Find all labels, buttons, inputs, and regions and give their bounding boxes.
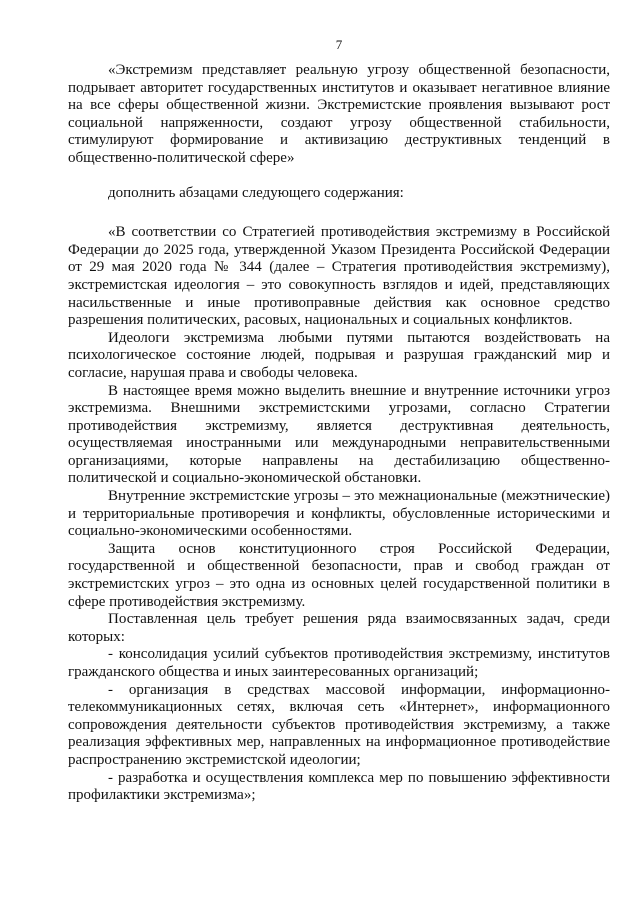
list-item-prevention-measures: - разработка и осуществления комплекса мер по повышению эффективности профилактики экстремизма»; — [68, 769, 610, 804]
paragraph-internal-threats: Внутренние экстремистские угрозы – это межнациональные (межэтнические) и территориальные противоречия и конфликты, обусловленные историческими и социально-экономическими особенностями. — [68, 488, 610, 540]
amendment-instruction: дополнить абзацами следующего содержания: — [108, 184, 404, 201]
paragraph-ideologists: Идеологи экстремизма любыми путями пытаются воздействовать на психологическое состояние людей, подрывая и разрушая гражданский мир и согласие, нарушая права и свободы человека. — [68, 329, 610, 381]
paragraph-strategy-definition: «В соответствии со Стратегией противодействия экстремизму в Российской Федерации до 2025 года, утвержденной Указом Президента Российской Федерации от 29 мая 2020 года № 344 (далее – Стратегия противодействия экстремизму), экстремистская идеология – это совокупность взглядов и идей, представляющих насильственные и иные противоправные действия как основное средство разрешения политических, расовых, национальных и социальных конфликтов. — [68, 224, 610, 329]
page-number: 7 — [335, 37, 343, 52]
paragraph-tasks-intro: Поставленная цель требует решения ряда взаимосвязанных задач, среди которых: — [68, 611, 610, 645]
paragraph-protection-goal: Защита основ конституционного строя Российской Федерации, государственной и общественной безопасности, прав и свобод граждан от экстремистских угроз – это одна из основных целей государственной политики в сфере противодействия экстремизму. — [68, 540, 610, 610]
paragraph-sources-of-threats: В настоящее время можно выделить внешние и внутренние источники угроз экстремизма. Внешними экстремистскими угрозами, согласно Стратегии противодействия экстремизму, является деструктивная деятельность, осуществляемая иностранными или международными неправительственными организациями, которые направлены на дестабилизацию общественно-политической и социально-экономической обстановки. — [68, 382, 610, 487]
list-item-media-organization: - организация в средствах массовой информации, информационно-телекоммуникационных сетях, включая сеть «Интернет», информационного сопровождения деятельности субъектов противодействия экстремизму, а также реализация эффективных мер, направленных на информационное противодействие распространению экстремистской идеологии; — [68, 681, 610, 768]
document-page — [68, 36, 610, 805]
quoted-paragraph-extremism-threat: «Экстремизм представляет реальную угрозу общественной безопасности, подрывает авторитет государственных институтов и оказывает негативное влияние на все сферы общественной жизни. Экстремистские проявления вызывают рост социальной напряженности, создают угрозу общественной стабильности, стимулируют формирование и активизацию деструктивных тенденций в общественно-политической сфере» — [68, 62, 610, 166]
list-item-consolidation: - консолидация усилий субъектов противодействия экстремизму, институтов гражданского общества и иных заинтересованных организаций; — [68, 646, 610, 680]
